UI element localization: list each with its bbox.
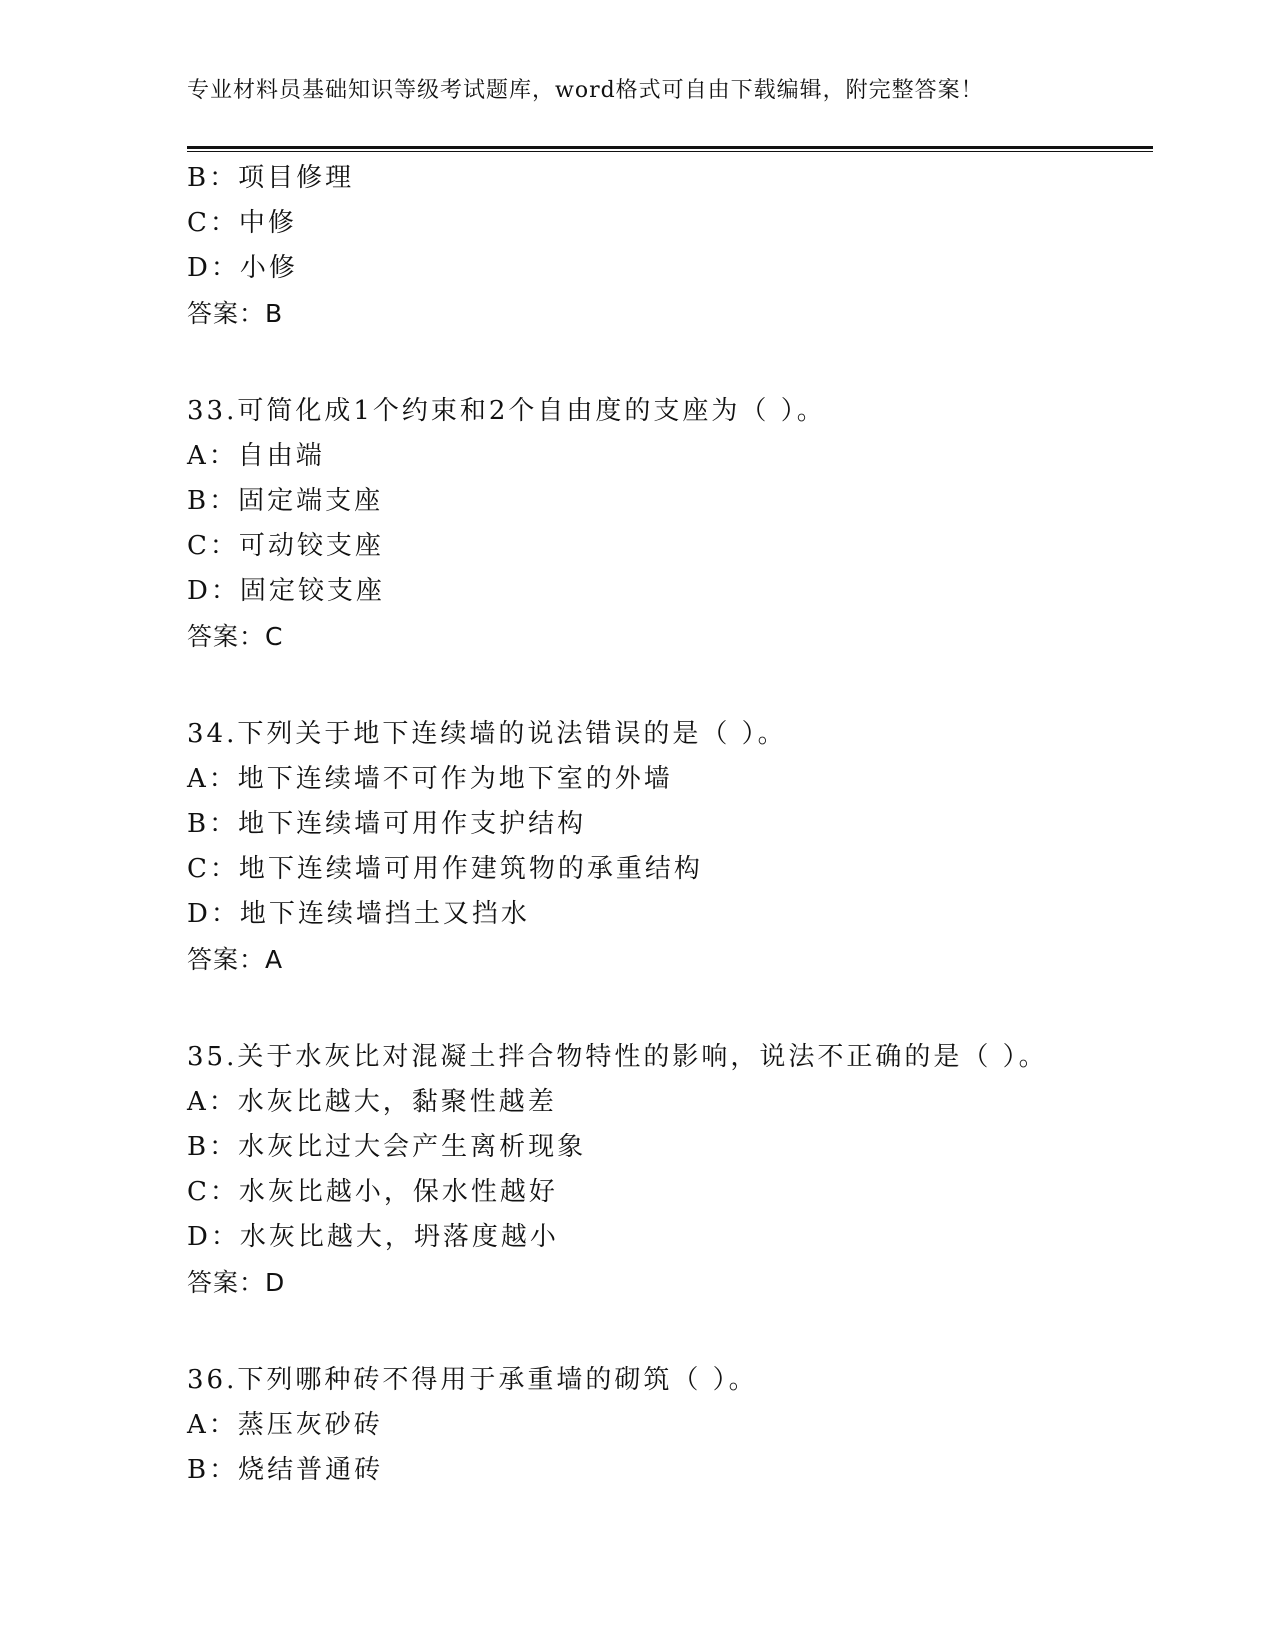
option-d: D：固定铰支座 (187, 576, 385, 606)
question-stem: 35.关于水灰比对混凝土拌合物特性的影响，说法不正确的是（ ）。 (187, 1042, 1048, 1072)
page-header: 专业材料员基础知识等级考试题库，word格式可自由下载编辑，附完整答案！ (187, 78, 984, 103)
question-33 (187, 389, 1147, 659)
question-36 (187, 1358, 1147, 1493)
question-34 (187, 712, 1147, 982)
option-b: B：烧结普通砖 (187, 1455, 384, 1485)
option-b: B：地下连续墙可用作支护结构 (187, 809, 587, 839)
question-list (187, 156, 1147, 1493)
option-c: C：可动铰支座 (187, 531, 384, 561)
option-c: C：地下连续墙可用作建筑物的承重结构 (187, 854, 703, 884)
option-a: A：蒸压灰砂砖 (187, 1410, 383, 1440)
option-a: A：地下连续墙不可作为地下室的外墙 (187, 764, 673, 794)
question-stem: 34.下列关于地下连续墙的说法错误的是（ ）。 (187, 719, 787, 749)
option-b: B：项目修理 (187, 163, 355, 193)
question-stem: 33.可简化成1个约束和2个自由度的支座为（ ）。 (187, 396, 826, 426)
option-c: C：水灰比越小，保水性越好 (187, 1177, 558, 1207)
option-b: B：水灰比过大会产生离析现象 (187, 1132, 587, 1162)
option-a: A：自由端 (187, 441, 325, 471)
header-rule-thin (187, 151, 1153, 152)
answer: 答案：D (187, 1268, 286, 1297)
answer: 答案：B (187, 299, 284, 328)
option-b: B：固定端支座 (187, 486, 384, 516)
question-35 (187, 1035, 1147, 1305)
option-d: D：地下连续墙挡土又挡水 (187, 899, 530, 929)
answer: 答案：A (187, 945, 284, 974)
option-a: A：水灰比越大，黏聚性越差 (187, 1087, 557, 1117)
header-rule-thick (187, 146, 1153, 149)
question-stem: 36.下列哪种砖不得用于承重墙的砌筑（ ）。 (187, 1365, 758, 1395)
option-c: C：中修 (187, 208, 297, 238)
continued-question (187, 156, 1147, 336)
option-d: D：水灰比越大，坍落度越小 (187, 1222, 559, 1252)
answer: 答案：C (187, 622, 284, 651)
option-d: D：小修 (187, 253, 298, 283)
